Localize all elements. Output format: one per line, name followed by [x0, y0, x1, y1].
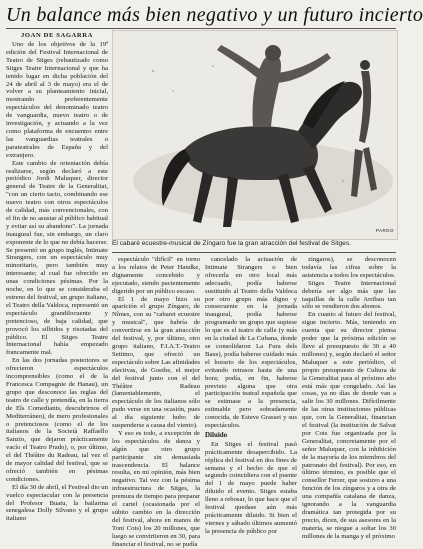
article-photo: [112, 30, 398, 240]
column-3: [205, 256, 297, 535]
paragraph: Sitges Teatre Internacional debería ser algo más que las taquillas de la calle Arribau tan sólo se vendieron dos abonos.: [302, 279, 396, 311]
paragraph: En Sitges el festival pasó prácticamente desapercibido. La réplica del festival en dos fines de semana y el hecho de que el segundo coincidiera con el puente del 1 de mayo puede haber diluido el evento. Sitges estaba lleno a rebosar, lo que hace que el festival quedase aún más prácticamente diluido. Si bien el viernes y sábado últimos aumentó la presencia de público por: [205, 440, 297, 535]
caption-rule: [112, 252, 396, 253]
paragraph: En cuanto al futuro del festival, sigue incierto. Más, teniendo en cuenta que su director piensa poder que la próxima edición se lleve al presupuesto de 30 a 40 millones) y, según declaró el señor Maluquer a este periódico, el propio presupuesto de Cultura de la Generalitat para el próximo año está más que congelado. Así las cosas, ya no días de donde van a salir los 30 millones. Difícilmente de las otras instituciones públicas que, con la Generalitat, financian el festival (la institución de Salvat por Cots fue organizada por la Generalitat, concretamente por el señor Maluquer, con la inhibición de la mayoría de los miembros del patronato del festival). Por eso, en último término, es posible que el consellor Ferrer, que sostuvo a una función de los zíngaros y a otra de una compañía catalana de danza, ignorando a la vanguardia dramática tan protegida por su precio, dicen, de sus asesores en la materia, se niegue a soltar los 30 millones de la manga y el próximo: [302, 311, 396, 540]
headline-rule: [6, 28, 396, 29]
article-headline: Un balance más bien negativo y un futuro incierto: [6, 4, 423, 26]
paragraph: Y eso es todo, a excepción de los espectáculos de danza y algún que otro grupo participante sin demasiada trascendencia. El balance resulta, en mi opinión, más bien negativo. Tal vez con la pésima infraestructura de Sitges, la premura de tiempo para preparar el cartel (ocasionada por el súbito cambio en la dirección del festival, ahora en manos de Toni Cots) los 20 millones, que luego se convirtieron en 30, para financiar el festival, no se pudía: [112, 429, 200, 548]
column-1: [6, 41, 108, 523]
paragraph: El día 30 de abril, el Festival dio un vuelco espectacular con la presencia del Profesor Buatu, la bailarina senegalesa Dolly Silvano y el grupo italiano: [6, 483, 108, 523]
caption-text: El cabaré ecuestre-musical de Zíngaro fue la gran atracción del festival de Sitges.: [112, 240, 351, 247]
paragraph: cancelado la actuación de Intimate Strangers o bien ofrecerla en otro local más adecuado, podía haberse sustituido al Teatro della Valdoca por otro grupo más digno y consecuente en la jornada inaugural, podía haberse programado un grupo que supiese lo que es el teatro de calle (y más en la ciudad de La Cubana, donde se consolidaron La Fura dels Baus), podía haberse cuidado más el horario de los espectáculos, evitando retrasos hasta de una hora; podía, en fin, haberse previsto alguna que otra participación teatral española que se estimase a la presencia, estimable pero sobradamente conocida, de Esteve Grasset y sus espectáculos.: [205, 256, 297, 430]
column-2: [112, 256, 200, 548]
photo-caption: [112, 240, 396, 248]
paragraph: espectáculo "difícil" en torno a los relatos de Peter Handke, dignamente concebido y ejecutado, siendo pacientemente digerido por un público escaso.: [112, 256, 200, 295]
subhead: Diluido: [205, 430, 228, 439]
horse-rider-illustration: [113, 31, 397, 239]
photo-credit: PARDO: [375, 228, 394, 233]
paragraph: En las dos jornadas posteriores se ofrecieron espectáculos incomprensibles (como el de la Francesca Compagnie de Hanau), un grupo que desconoce las reglas del teatro de calle y pretendía, en la tierra de Els Comediants, descubrirnos el Mediterráneo), de mero profesionales o pretenciosos (como el de los italianos de la Società Raffaello Sanzio, que dejaron prácticamente vacío el Teatro Prado), o, por último, el del Théâtre du Radeau, tal vez el de mayor calidad del festival, que se ofreció también en pésimas condiciones.: [6, 357, 108, 483]
paragraph: El 1 de mayo hizo su aparición el grupo Zíngaro, de Nîmes, con su "cabaret ecuestre y musical", que habría de convertirse en la gran atracción del festival, y, por último, otro grupo italiano, F.I.A.T.-Teatro Settimo, que ofreció un espectáculo sobre Las afinidades electivas, de Goethe, el mejor del festival junto con el del Théâtre Radeau (lamentablemente, el espectáculo de los italianos sólo pudo verse en una ocasión, pues al día siguiente hubo de suspenderse a causa del viento).: [112, 295, 200, 430]
byline: JOAN DE SAGARRA: [20, 32, 93, 39]
paragraph: zingaros), se desconocen todavía las cifras sobre la asistencia a todos los espectáculos.: [302, 256, 396, 279]
paragraph: Uno de los objetivos de la 19ª edición del Festival Internacional de Teatro de Sitges (rebautizado como Sitges Teatre Internacional y que ha tenido lugar en dicha población del 24 de abril al 3 de mayo) era el de volver a su planteamiento inicial, mostrando preferentemente espectáculos del denominado teatro de vanguardia, nuevo teatro o de investigación, y actuando a la vez como plataforma de encuentro entre las vanguardias teatrales o parateatrales de España y del extranjero.: [6, 41, 108, 159]
paragraph: Este cambio de orientación debía realizarse, según declaró a este periódico Jordi Maluquer, director general de Teatre de la Generalitat, "con un cierto tacto, combinando ese nuevo teatro con otros espectáculos de calidad, más convencionales, con el fin de no asustar al público habitual y evitar así su abandono". La jornada inaugural fue, sin embargo, un claro exponente de lo que no debía hacerse. Se presentó un grupo inglés, Intimate Strangers, con un espectáculo muy minoritario, pero también muy interesante; al cual fue ofrecido en unas condiciones pésimas. Por la noche, en lo que se consideraba el estreno del festival, un grupo italiano, el Teatro della Valdoca, representó un espectáculo grandilocuente y pretencioso, de baja calidad, que provocó los silbidos y risotadas del público. El Sitges Teatre Internacional había empezado francamente mal.: [6, 159, 108, 357]
column-4: [302, 256, 396, 540]
